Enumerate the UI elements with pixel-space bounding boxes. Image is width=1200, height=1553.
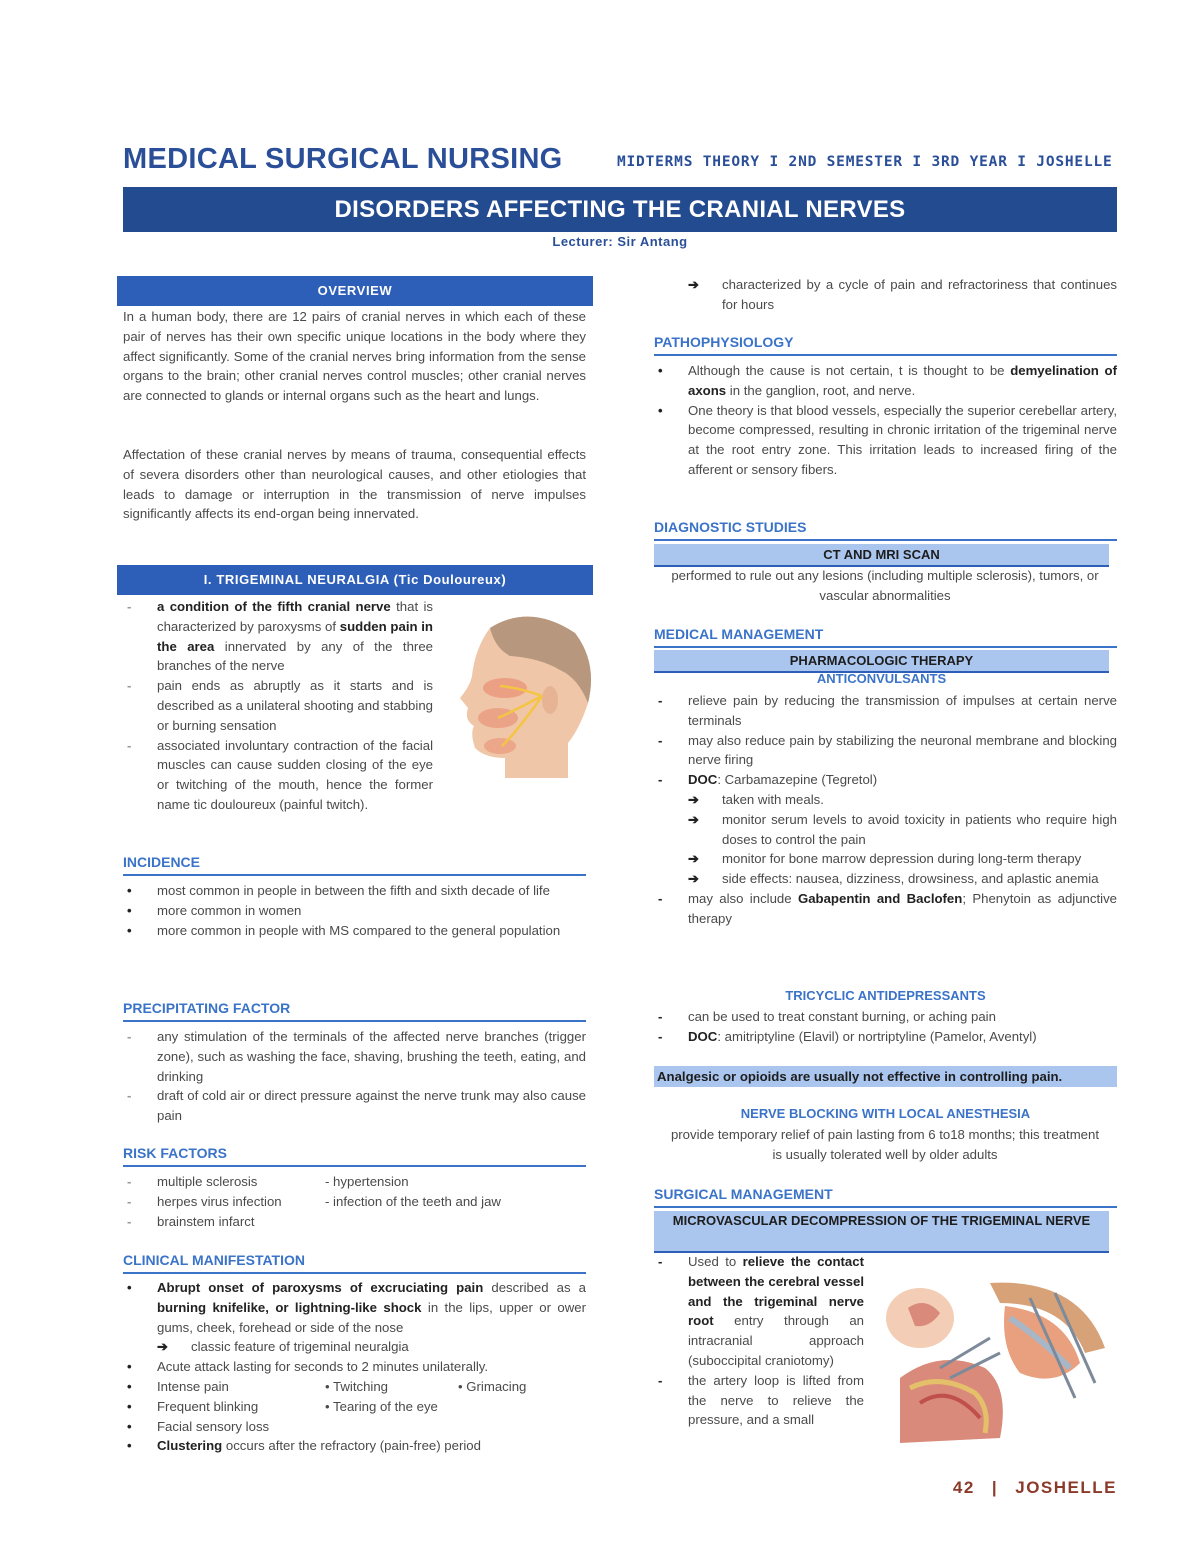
analgesic-note: Analgesic or opioids are usually not effective in controlling pain.: [654, 1066, 1117, 1087]
list-item: - draft of cold air or direct pressure against the nerve trunk may also cause pain: [127, 1088, 586, 1124]
surgical-list: [654, 1252, 864, 1430]
incidence-heading: INCIDENCE: [123, 854, 586, 876]
list-item: ➔ monitor for bone marrow depression during long-term therapy: [688, 851, 1082, 867]
trigeminal-definition-list: [123, 597, 433, 815]
tca-list: [654, 1007, 1117, 1047]
list-item: - a condition of the fifth cranial nerve that is characterized by paroxysms of sudden pain in the area innervated by any of the three branches of the nerve: [127, 599, 433, 674]
medical-management-heading: MEDICAL MANAGEMENT: [654, 626, 1117, 648]
list-item: ➔ monitor serum levels to avoid toxicity in patients who require high doses to control the pain: [688, 811, 1117, 847]
document-title: MEDICAL SURGICAL NURSING: [123, 143, 563, 175]
pathophysiology-heading: PATHOPHYSIOLOGY: [654, 334, 1117, 356]
list-item: - associated involuntary contraction of the facial muscles can cause sudden closing of the eye or twitching of the mouth, hence the former name tic douloureux (painful twitch).: [127, 737, 433, 812]
surgical-heading: SURGICAL MANAGEMENT: [654, 1186, 1117, 1208]
list-item: • Facial sensory loss: [127, 1418, 270, 1434]
anticonvulsants-heading: ANTICONVULSANTS: [816, 671, 947, 686]
list-item: - can be used to treat constant burning, or aching pain: [658, 1009, 996, 1024]
list-item: • Frequent blinking • Tearing of the eye: [127, 1398, 438, 1414]
clinical-heading: CLINICAL MANIFESTATION: [123, 1252, 586, 1274]
footer-author: JOSHELLE: [1015, 1478, 1117, 1497]
list-item: - herpes virus infection - infection of the teeth and jaw: [127, 1193, 501, 1209]
incidence-list: [123, 881, 586, 940]
precipitating-list: [123, 1027, 586, 1126]
risk-list: [123, 1172, 586, 1231]
list-item: • more common in people with MS compared to the general population: [127, 922, 561, 938]
topic-banner: DISORDERS AFFECTING THE CRANIAL NERVES: [123, 187, 1117, 232]
precipitating-heading: PRECIPITATING FACTOR: [123, 1000, 586, 1022]
document-meta: MIDTERMS THEORY I 2ND SEMESTER I 3RD YEAR I JOSHELLE: [617, 154, 1113, 170]
ct-mri-bar: CT AND MRI SCAN: [654, 544, 1109, 567]
clinical-list: [123, 1278, 586, 1456]
list-item: • Intense pain • Twitching • Grimacing: [127, 1378, 527, 1394]
list-item: • more common in women: [127, 902, 302, 918]
anticonvulsants-list: [654, 691, 1117, 929]
overview-heading: OVERVIEW: [117, 276, 593, 306]
list-item: - DOC: Carbamazepine (Tegretol): [658, 772, 878, 788]
list-item: - brainstem infarct: [127, 1213, 255, 1229]
tca-heading: TRICYCLIC ANTIDEPRESSANTS: [785, 988, 986, 1003]
list-item: • Acute attack lasting for seconds to 2 minutes unilaterally.: [127, 1359, 489, 1375]
list-item: - the artery loop is lifted from the nerve to relieve the pressure, and a small: [658, 1372, 864, 1428]
mvd-bar: MICROVASCULAR DECOMPRESSION OF THE TRIGEMINAL NERVE: [654, 1211, 1109, 1253]
page-number: 42: [952, 1478, 975, 1497]
list-item: • Although the cause is not certain, t is thought to be demyelination of axons in the ganglion, root, and nerve.: [658, 363, 1117, 398]
face-illustration: [450, 608, 595, 778]
nerve-blocking-heading: NERVE BLOCKING WITH LOCAL ANESTHESIA: [740, 1106, 1031, 1121]
overview-paragraph-2: Affectation of these cranial nerves by means of trauma, consequential effects of severa disorders other than neurological causes, and other etiologies that leads to damage or interruption in the transmission of nerve impulses significantly affects its end-organ being innervated.: [123, 447, 586, 522]
trigeminal-heading: I. TRIGEMINAL NEURALGIA (Tic Douloureux): [117, 565, 593, 595]
pharmacologic-bar: PHARMACOLOGIC THERAPY: [654, 650, 1109, 673]
overview-paragraph-1: In a human body, there are 12 pairs of cranial nerves in which each of these pair of nerves has their own specific unique locations in the body where they affect significantly. Some of the cranial nerves bring information from the sense organs to the brain; other cranial nerves control muscles; other cranial nerves are connected to glands or internal organs such as the heart and lungs.: [123, 309, 586, 404]
list-item: - multiple sclerosis - hypertension: [127, 1174, 409, 1189]
list-item: ➔ characterized by a cycle of pain and refractoriness that continues for hours: [688, 277, 1117, 312]
list-item: - pain ends as abruptly as it starts and is described as a unilateral shooting and stabbing or burning sensation: [127, 678, 433, 733]
list-item: ➔ classic feature of trigeminal neuralgia: [157, 1339, 409, 1355]
risk-heading: RISK FACTORS: [123, 1145, 586, 1167]
page-footer: [900, 1478, 1117, 1498]
list-item: - any stimulation of the terminals of the affected nerve branches (trigger zone), such as washing the face, shaving, brushing the teeth, eating, and drinking: [127, 1029, 586, 1084]
lecturer: Lecturer: Sir Antang: [552, 234, 688, 249]
diagnostic-text: performed to rule out any lesions (including multiple sclerosis), tumors, or vascular abnormalities: [671, 568, 1099, 603]
list-item: • most common in people in between the fifth and sixth decade of life: [127, 883, 550, 898]
surgery-illustration: [880, 1278, 1115, 1448]
continued-list: [654, 275, 1117, 315]
list-item: - Used to relieve the contact between the cerebral vessel and the trigeminal nerve root entry through an intracranial approach (suboccipital craniotomy): [658, 1254, 864, 1368]
footer-separator: |: [991, 1478, 999, 1497]
list-item: - may also reduce pain by stabilizing the neuronal membrane and blocking nerve firing: [658, 732, 1117, 768]
diagnostic-heading: DIAGNOSTIC STUDIES: [654, 519, 1117, 541]
list-item: • Abrupt onset of paroxysms of excruciating pain described as a burning knifelike, or lightning-like shock in the lips, upper or ower gums, cheek, forehead or side of the nose: [127, 1280, 587, 1335]
pathophysiology-list: [654, 361, 1117, 480]
list-item: - may also include Gabapentin and Baclofen; Phenytoin as adjunctive therapy: [658, 890, 1117, 926]
list-item: • Clustering occurs after the refractory (pain-free) period: [127, 1438, 481, 1454]
list-item: - DOC: amitriptyline (Elavil) or nortriptyline (Pamelor, Aventyl): [658, 1028, 1037, 1044]
nerve-blocking-text: provide temporary relief of pain lasting from 6 to18 months; this treatment is usually tolerated well by older adults: [670, 1127, 1100, 1162]
list-item: ➔ side effects: nausea, dizziness, drowsiness, and aplastic anemia: [688, 871, 1099, 887]
list-item: ➔ taken with meals.: [688, 791, 824, 807]
list-item: - relieve pain by reducing the transmission of impulses at certain nerve terminals: [658, 693, 1117, 728]
list-item: • One theory is that blood vessels, especially the superior cerebellar artery, become compressed, resulting in chronic irritation of the trigeminal nerve at the root entry zone. This irritation leads to increased firing of the afferent or sensory fibers.: [658, 402, 1117, 477]
